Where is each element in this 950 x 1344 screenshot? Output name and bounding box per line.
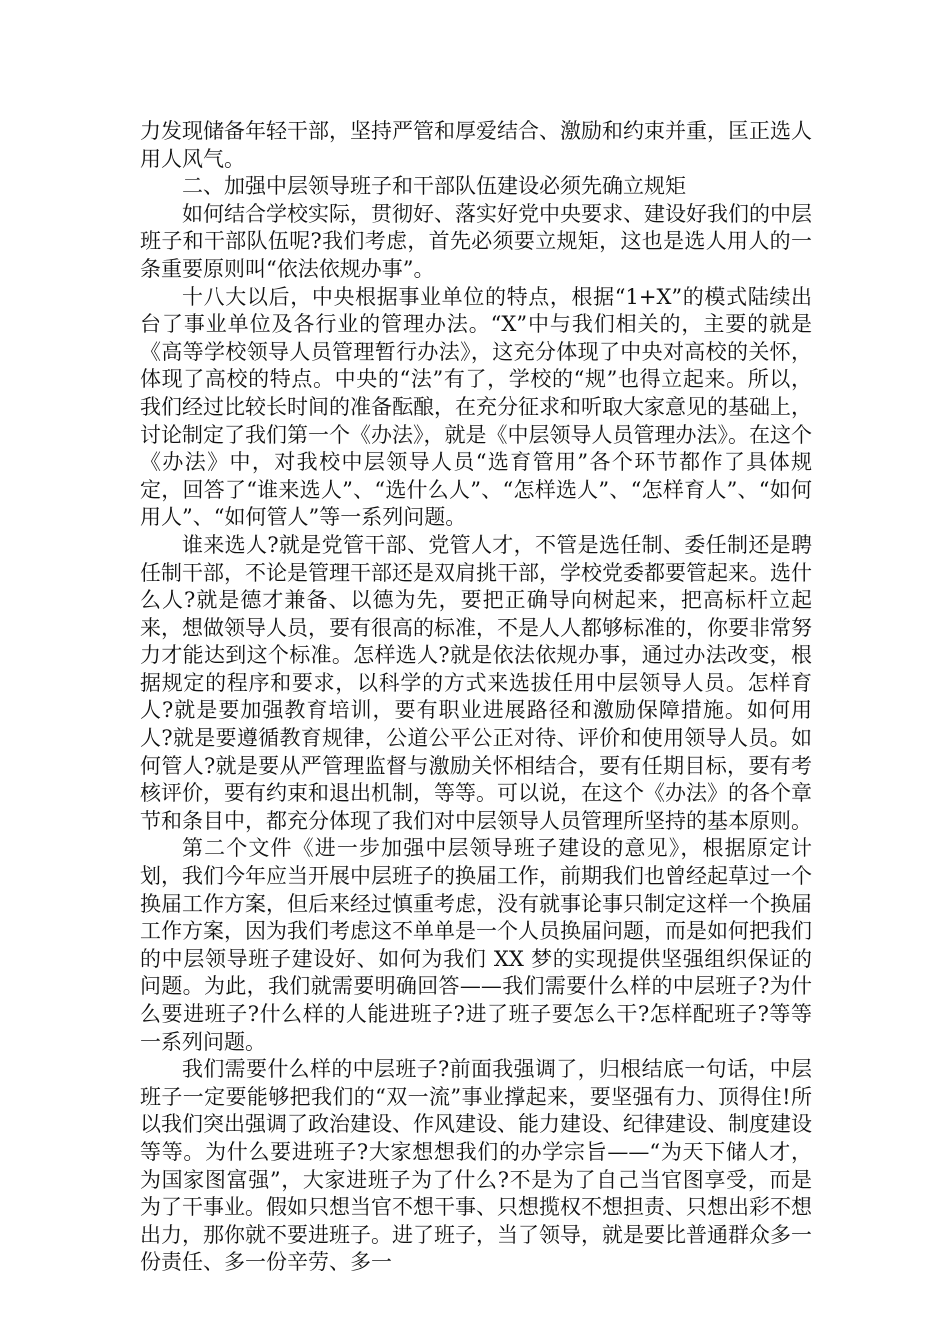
paragraph: 如何结合学校实际，贯彻好、落实好党中央要求、建设好我们的中层班子和干部队伍呢?我们考虑，首先必须要立规矩，这也是选人用人的一条重要原则叫“依法依规办事”。 (140, 201, 812, 281)
paragraph: 谁来选人?就是党管干部、党管人才，不管是选任制、委任制还是聘任制干部，不论是管理干部还是双肩挑干部，学校党委都要管起来。选什么人?就是德才兼备、以德为先，要把正确导向树起来，把高标杆立起来，想做领导人员，要有很高的标准，不是人人都够标准的，你要非常努力才能达到这个标准。怎样选人?就是依法依规办事，通过办法改变，根据规定的程序和要求，以科学的方式来选拔任用中层领导人员。怎样育人?就是要加强教育培训，要有职业进展路径和激励保障措施。如何用人?就是要遵循教育规律，公道公平公正对待、评价和使用领导人员。如何管人?就是要从严管理监督与激励关怀相结合，要有任期目标，要有考核评价，要有约束和退出机制，等等。可以说，在这个《办法》的各个章节和条目中，都充分体现了我们对中层领导人员管理所坚持的基本原则。 (140, 532, 812, 833)
paragraph-continuation: 力发现储备年轻干部，坚持严管和厚爱结合、激励和约束并重，匡正选人用人风气。 (140, 119, 812, 171)
section-heading: 二、加强中层领导班子和干部队伍建设必须先确立规矩 (182, 174, 686, 199)
paragraph: 十八大以后，中央根据事业单位的特点，根据“1+X”的模式陆续出台了事业单位及各行业的管理办法。“X”中与我们相关的，主要的就是《高等学校领导人员管理暂行办法》，这充分体现了中央对高校的关怀，体现了高校的特点。中央的“法”有了，学校的“规”也得立起来。所以，我们经过比较长时间的准备酝酿，在充分征求和听取大家意见的基础上，讨论制定了我们第一个《办法》，就是《中层领导人员管理办法》。在这个《办法》中，对我校中层领导人员“选育管用”各个环节都作了具体规定，回答了“谁来选人”、“选什么人”、“怎样选人”、“怎样育人”、“如何用人”、“如何管人”等一系列问题。 (140, 284, 812, 530)
paragraph: 我们需要什么样的中层班子?前面我强调了，归根结底一句话，中层班子一定要能够把我们的“双一流”事业撑起来，要坚强有力、顶得住!所以我们突出强调了政治建设、作风建设、能力建设、纪律建设、制度建设等等。为什么要进班子?大家想想我们的办学宗旨——“为天下储人才，为国家图富强”，大家进班子为了什么?不是为了自己当官图享受，而是为了干事业。假如只想当官不想干事、只想揽权不想担责、只想出彩不想出力，那你就不要进班子。进了班子，当了领导，就是要比普通群众多一份责任、多一份辛劳、多一 (140, 1057, 812, 1275)
document-body (140, 118, 812, 1277)
paragraph: 第二个文件《进一步加强中层领导班子建设的意见》，根据原定计划，我们今年应当开展中层班子的换届工作，前期我们也曾经起草过一个换届工作方案，但后来经过慎重考虑，没有就事论事只制定这样一个换届工作方案，因为我们考虑这不单单是一个人员换届问题，而是如何把我们的中层领导班子建设好、如何为我们 XX 梦的实现提供坚强组织保证的问题。为此，我们就需要明确回答——我们需要什么样的中层班子?为什么要进班子?什么样的人能进班子?进了班子要怎么干?怎样配班子?等等一系列问题。 (140, 836, 812, 1054)
